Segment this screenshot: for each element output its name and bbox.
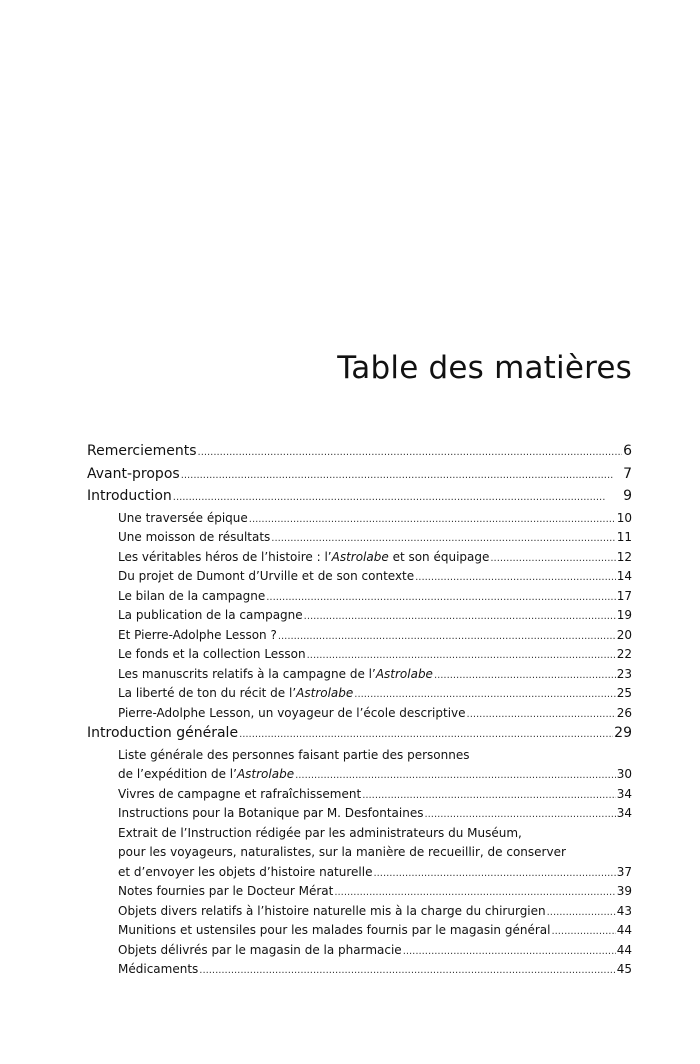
toc-entry-label: Une moisson de résultats [118,530,271,544]
dot-leader [415,572,616,583]
dot-leader [354,689,615,700]
toc-subentry[interactable] [87,787,632,807]
toc-entry-label: Instructions pour la Botanique par M. Desfontaines [118,806,424,820]
toc-entry-label [118,667,433,681]
dot-leader [249,514,616,525]
toc-page-number: 12 [616,549,632,564]
label-text: La liberté de ton du récit de l’ [118,686,297,700]
toc-subentry[interactable] [87,511,632,531]
dot-leader [271,533,615,544]
toc-page-number: 39 [616,884,632,898]
toc-entry-label: Objets divers relatifs à l’histoire naturelle mis à la charge du chirurgien [118,903,546,918]
toc-entry-label: Une traversée épique [118,510,248,525]
label-text: Les manuscrits relatifs à la campagne de l’ [118,666,376,681]
toc-subentry[interactable] [87,628,632,648]
toc-entry-label: Et Pierre-Adolphe Lesson ? [118,627,277,642]
dot-leader [278,631,616,642]
toc-subentry[interactable] [87,923,632,943]
toc-entry-label: et d’envoyer les objets d’histoire naturelle [118,864,373,879]
toc-subentry[interactable] [87,884,632,904]
toc-entry-label: Remerciements [87,443,197,459]
toc-subentry[interactable] [87,706,632,726]
dot-leader [362,790,616,801]
label-italic: Astrolabe [296,686,354,700]
label-text: de l’expédition de l’ [118,767,237,781]
label-text: Les véritables héros de l’histoire : l’ [118,549,332,564]
table-of-contents [87,443,632,982]
toc-subentry[interactable] [87,943,632,963]
toc-subentry[interactable] [87,569,632,589]
dot-leader [198,447,623,458]
toc-subentry[interactable] [87,667,632,687]
toc-entry-label: Munitions et ustensiles pour les malades fournis par le magasin général [118,923,551,937]
toc-page-number: 9 [623,488,632,504]
dot-leader [490,553,615,564]
dot-leader [181,470,622,481]
toc-entry-label: Introduction générale [87,725,239,741]
dot-leader [307,650,616,661]
toc-page-number: 17 [616,588,632,603]
toc-entry-label-line: Extrait de l’Instruction rédigée par les administrateurs du Muséum, [118,825,522,840]
toc-entry-label: Le fonds et la collection Lesson [118,647,306,661]
toc-entry-label [118,550,489,564]
dot-leader [239,729,613,740]
toc-entry[interactable] [87,725,632,748]
dot-leader [424,809,615,820]
toc-subentry-line[interactable] [87,826,632,846]
toc-subentry[interactable] [87,550,632,570]
toc-page-number: 10 [616,510,632,525]
toc-page-number: 23 [616,666,632,681]
toc-subentry[interactable] [87,767,632,787]
toc-page-number: 29 [614,725,632,741]
toc-entry-label: Avant-propos [87,465,180,482]
toc-entry-label: Introduction [87,488,172,504]
dot-leader [547,907,616,918]
toc-entry-label: Médicaments [118,962,199,976]
dot-leader [199,965,615,976]
dot-leader [304,611,616,622]
page-title: Table des matières [337,350,632,386]
toc-subentry-line[interactable] [87,845,632,865]
toc-page-number: 14 [616,569,632,583]
toc-page-number: 6 [623,443,632,459]
toc-page-number: 19 [616,608,632,622]
toc-page-number: 22 [616,647,632,661]
toc-subentry[interactable] [87,806,632,826]
label-italic: Astrolabe [375,666,433,681]
dot-leader [551,926,615,937]
label-italic: Astrolabe [236,767,295,781]
toc-subentry[interactable] [87,608,632,628]
toc-entry-label-line: Liste générale des personnes faisant partie des personnes [118,747,470,762]
label-italic: Astrolabe [331,549,389,564]
toc-subentry[interactable] [87,865,632,885]
dot-leader [467,709,616,720]
toc-page-number: 34 [616,806,632,820]
toc-page-number: 30 [616,767,632,781]
toc-page-number: 44 [616,923,632,937]
toc-entry-label: Du projet de Dumont d’Urville et de son contexte [118,569,415,583]
dot-leader [334,887,615,898]
dot-leader [434,670,616,681]
toc-page-number: 43 [616,903,632,918]
toc-subentry[interactable] [87,962,632,982]
toc-subentry[interactable] [87,589,632,609]
toc-entry-label: Notes fournies par le Docteur Mérat [118,884,334,898]
toc-page-number: 7 [623,465,632,482]
toc-entry[interactable] [87,488,632,511]
toc-entry-label: Objets délivrés par le magasin de la pharmacie [118,942,402,957]
toc-subentry[interactable] [87,686,632,706]
toc-page-number: 34 [616,786,632,801]
toc-page-number: 37 [616,864,632,879]
toc-entry-label: Pierre-Adolphe Lesson, un voyageur de l’école descriptive [118,705,466,720]
dot-leader [266,592,615,603]
toc-subentry[interactable] [87,530,632,550]
toc-subentry-line[interactable] [87,748,632,768]
dot-leader [403,946,616,957]
toc-page-number: 45 [616,962,632,976]
toc-page-number: 11 [616,530,632,544]
label-text: et son équipage [388,549,490,564]
toc-entry-label [118,686,353,700]
toc-entry-label: La publication de la campagne [118,608,303,622]
toc-subentry[interactable] [87,647,632,667]
toc-entry-label: Vivres de campagne et rafraîchissement [118,786,362,801]
dot-leader [373,868,615,879]
toc-entry-label: Le bilan de la campagne [118,588,266,603]
toc-entry[interactable] [87,466,632,489]
toc-entry[interactable] [87,443,632,466]
toc-page-number: 44 [616,942,632,957]
dot-leader [295,770,616,781]
toc-subentry[interactable] [87,904,632,924]
toc-page-number: 20 [616,627,632,642]
toc-page-number: 25 [616,686,632,700]
toc-entry-label-line: pour les voyageurs, naturalistes, sur la manière de recueillir, de conserver [118,845,566,859]
dot-leader [173,492,622,503]
toc-page-number: 26 [616,705,632,720]
toc-entry-label [118,767,294,781]
